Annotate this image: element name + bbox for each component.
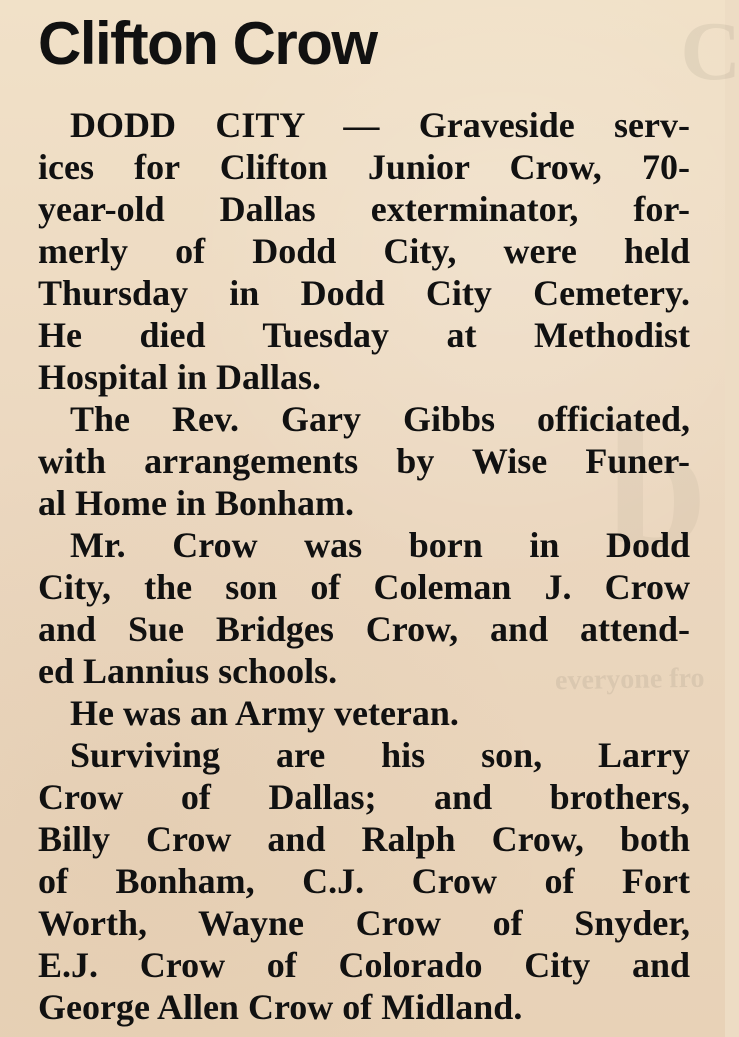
paragraph-5-line-2: Crow of Dallas; and brothers, [38,777,690,817]
paragraph-1-line-4: merly of Dodd City, were held [38,231,690,271]
paragraph-2 [38,398,690,524]
paragraph-1-line-1: DODD CITY — Graveside serv- [70,105,690,145]
bleedthrough-top-right: C [680,5,739,98]
paragraph-5-line-4: of Bonham, C.J. Crow of Fort [38,861,690,901]
paragraph-1-line-7: Hospital in Dallas. [38,357,322,397]
paragraph-3-line-2: City, the son of Coleman J. Crow [38,567,690,607]
paragraph-5-line-6: E.J. Crow of Colorado City and [38,945,690,985]
obituary-body [38,104,690,1028]
paragraph-1-line-6: He died Tuesday at Methodist [38,315,690,355]
paragraph-5 [38,734,690,1028]
paragraph-4-line-1: He was an Army veteran. [70,693,459,733]
paragraph-3-line-3: and Sue Bridges Crow, and attend- [38,609,690,649]
paragraph-5-line-5: Worth, Wayne Crow of Snyder, [38,903,690,943]
paragraph-1 [38,104,690,398]
paragraph-1-line-5: Thursday in Dodd City Cemetery. [38,273,690,313]
paragraph-5-line-7: George Allen Crow of Midland. [38,987,523,1027]
bleedthrough-lower-right: everyone fro [555,662,706,697]
paragraph-3-line-4: ed Lannius schools. [38,651,338,691]
paragraph-4 [38,692,690,734]
paragraph-5-line-1: Surviving are his son, Larry [70,735,690,775]
paragraph-2-line-2: with arrangements by Wise Funer- [38,441,690,481]
paragraph-2-line-1: The Rev. Gary Gibbs officiated, [70,399,690,439]
paragraph-1-line-3: year-old Dallas exterminator, for- [38,189,690,229]
paragraph-2-line-3: al Home in Bonham. [38,483,355,523]
paragraph-1-line-2: ices for Clifton Junior Crow, 70- [38,147,690,187]
paragraph-3 [38,524,690,692]
paragraph-5-line-3: Billy Crow and Ralph Crow, both [38,819,690,859]
obituary-headline: Clifton Crow [38,10,377,77]
paragraph-3-line-1: Mr. Crow was born in Dodd [70,525,690,565]
